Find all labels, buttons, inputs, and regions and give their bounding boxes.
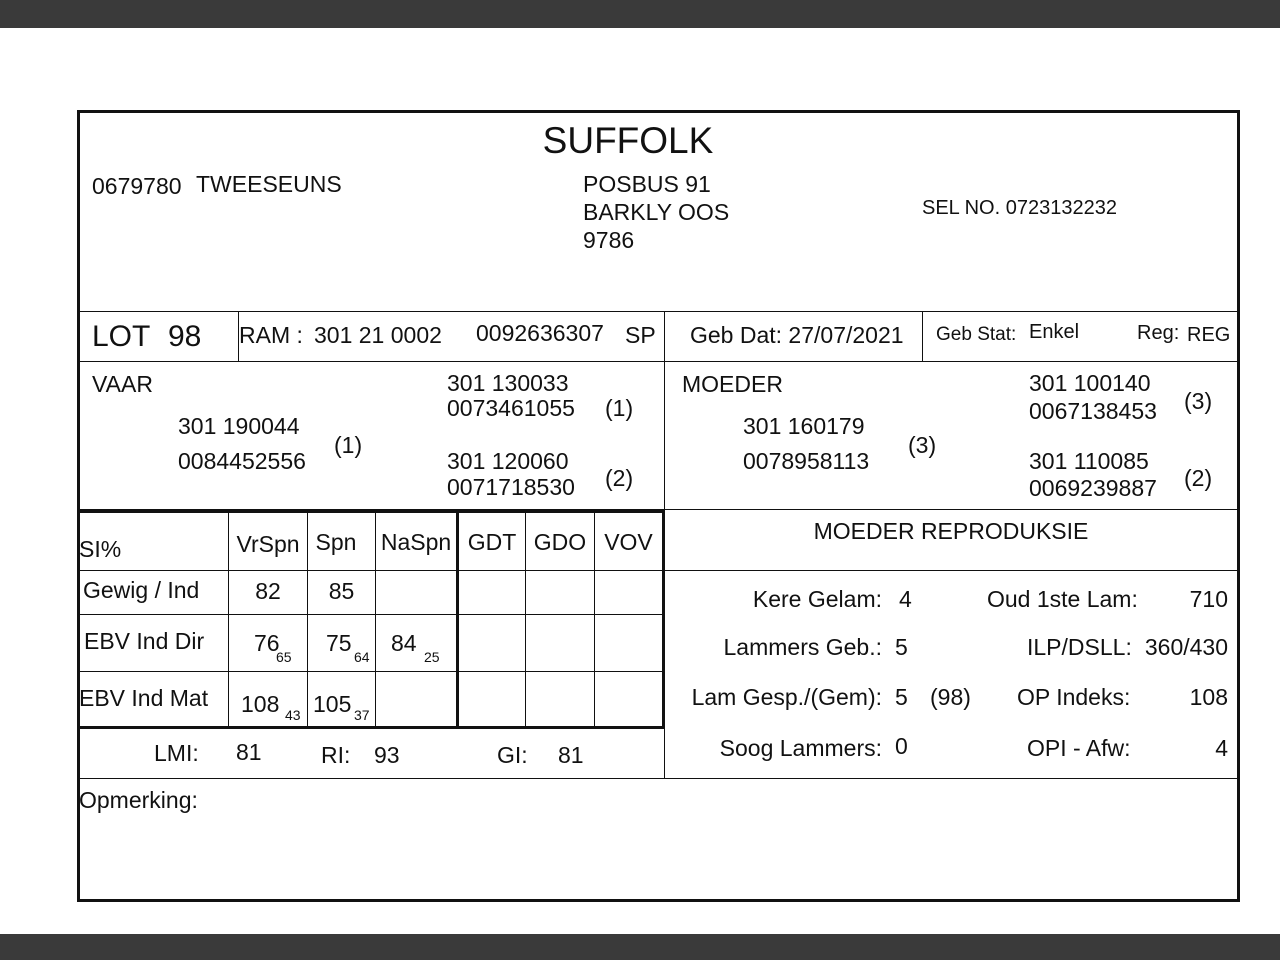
op-indeks-value: 108 <box>1189 684 1228 710</box>
row-label: EBV Ind Dir <box>84 628 205 654</box>
lot-number: 98 <box>168 320 202 353</box>
dam-dam-code: 0069239887 <box>1029 475 1157 501</box>
oud-1ste-lam-value: 710 <box>1189 586 1228 612</box>
remark-label: Opmerking: <box>79 787 198 813</box>
kere-gelam-value: 4 <box>899 586 912 612</box>
ri-value: 93 <box>374 742 400 768</box>
row-value: 82 <box>255 578 281 604</box>
row-value: 84 <box>391 630 417 656</box>
column-header: Spn <box>315 529 357 555</box>
column-header: GDO <box>533 529 587 555</box>
column-header: VOV <box>604 529 653 555</box>
frame-left <box>77 110 80 902</box>
breed-title: SUFFOLK <box>542 120 714 161</box>
op-indeks-label: OP Indeks: <box>1017 684 1131 710</box>
column-header: VrSpn <box>236 531 300 557</box>
birth-date: Geb Dat: 27/07/2021 <box>690 322 904 348</box>
grid-line <box>79 570 1237 571</box>
column-header: NaSpn <box>380 529 452 555</box>
row-value: 85 <box>328 578 355 604</box>
row-value: 76 <box>254 630 280 656</box>
lammers-geb-value: 5 <box>895 634 908 660</box>
lot-row-top-line <box>79 311 1237 312</box>
lammers-geb-label: Lammers Geb.: <box>723 634 882 660</box>
row-accuracy: 37 <box>354 707 370 723</box>
sire-sire-code: 0073461055 <box>447 395 575 421</box>
row-label: Gewig / Ind <box>83 577 200 603</box>
grid-line <box>79 510 665 513</box>
row-value: 105 <box>313 691 352 717</box>
sire-dam-code: 0071718530 <box>447 474 575 500</box>
grid-line <box>79 778 1237 779</box>
opi-afw-value: 4 <box>1215 735 1228 761</box>
divider <box>922 311 923 361</box>
grid-line <box>79 726 665 729</box>
reproduction-title: MOEDER REPRODUKSIE <box>813 518 1089 544</box>
dam-dam-mark: (2) <box>1184 465 1213 491</box>
grid-line <box>79 671 665 672</box>
sire-sire-mark: (1) <box>605 395 634 421</box>
lam-gesp-gem-value: (98) <box>930 684 971 710</box>
dam-id: 301 160179 <box>743 413 865 439</box>
sire-label: VAAR <box>92 371 153 397</box>
gi-value: 81 <box>558 742 584 768</box>
birth-status-label: Geb Stat: <box>936 324 1017 345</box>
dam-mark: (3) <box>908 432 937 458</box>
gi-label: GI: <box>497 742 528 768</box>
lmi-label: LMI: <box>154 740 199 766</box>
opi-afw-label: OPI - Afw: <box>1027 735 1131 761</box>
reg-label: Reg: <box>1137 322 1180 344</box>
dam-label: MOEDER <box>682 371 783 397</box>
ram-code: 0092636307 <box>476 320 604 346</box>
lot-row-bottom-line <box>79 361 1237 362</box>
dam-sire-id: 301 100140 <box>1029 370 1151 396</box>
row-accuracy: 65 <box>276 649 292 665</box>
frame-top <box>77 110 1240 113</box>
owner-number: 0679780 <box>92 173 182 199</box>
bottom-bar <box>0 934 1280 960</box>
owner-address-line: POSBUS 91 <box>583 171 711 197</box>
lmi-value: 81 <box>236 739 262 765</box>
owner-address-line: 9786 <box>583 227 635 253</box>
birth-status: Enkel <box>1029 321 1080 343</box>
owner-address-line: BARKLY OOS <box>583 199 730 225</box>
owner-cell-number: SEL NO. 0723132232 <box>922 197 1117 219</box>
dam-dam-id: 301 110085 <box>1029 448 1149 474</box>
corner-label: SI% <box>79 536 122 562</box>
lam-gesp-label: Lam Gesp./(Gem): <box>691 684 882 710</box>
top-bar <box>0 0 1280 28</box>
kere-gelam-label: Kere Gelam: <box>752 586 882 612</box>
row-accuracy: 25 <box>424 649 440 665</box>
row-accuracy: 64 <box>354 649 370 665</box>
lot-label: LOT <box>92 320 151 353</box>
lam-gesp-value: 5 <box>895 684 908 710</box>
frame-right <box>1237 110 1240 902</box>
grid-line <box>79 614 665 615</box>
ram-label: RAM : <box>239 322 303 348</box>
row-label: EBV Ind Mat <box>79 685 209 711</box>
ilp-dsll-value: 360/430 <box>1144 634 1228 660</box>
owner-name: TWEESEUNS <box>196 171 342 197</box>
ri-label: RI: <box>321 742 351 768</box>
dam-sire-code: 0067138453 <box>1029 398 1157 424</box>
ilp-dsll-label: ILP/DSLL: <box>1027 634 1132 660</box>
ram-id: 301 21 0002 <box>314 322 442 348</box>
row-value: 75 <box>326 630 352 656</box>
oud-1ste-lam-label: Oud 1ste Lam: <box>987 586 1138 612</box>
sire-code: 0084452556 <box>178 448 306 474</box>
reg-value: REG <box>1187 324 1231 346</box>
sire-dam-mark: (2) <box>605 465 634 491</box>
sire-sire-id: 301 130033 <box>447 370 569 396</box>
dam-sire-mark: (3) <box>1184 388 1213 414</box>
soog-lammers-label: Soog Lammers: <box>719 735 882 761</box>
frame-bottom <box>77 899 1240 902</box>
dam-code: 0078958113 <box>743 448 870 474</box>
column-header: GDT <box>467 529 517 555</box>
sire-id: 301 190044 <box>178 413 300 439</box>
row-value: 108 <box>241 691 280 717</box>
soog-lammers-value: 0 <box>895 733 908 759</box>
sire-mark: (1) <box>334 432 363 458</box>
ram-suffix: SP <box>625 322 656 348</box>
row-accuracy: 43 <box>285 707 301 723</box>
sire-dam-id: 301 120060 <box>447 448 569 474</box>
